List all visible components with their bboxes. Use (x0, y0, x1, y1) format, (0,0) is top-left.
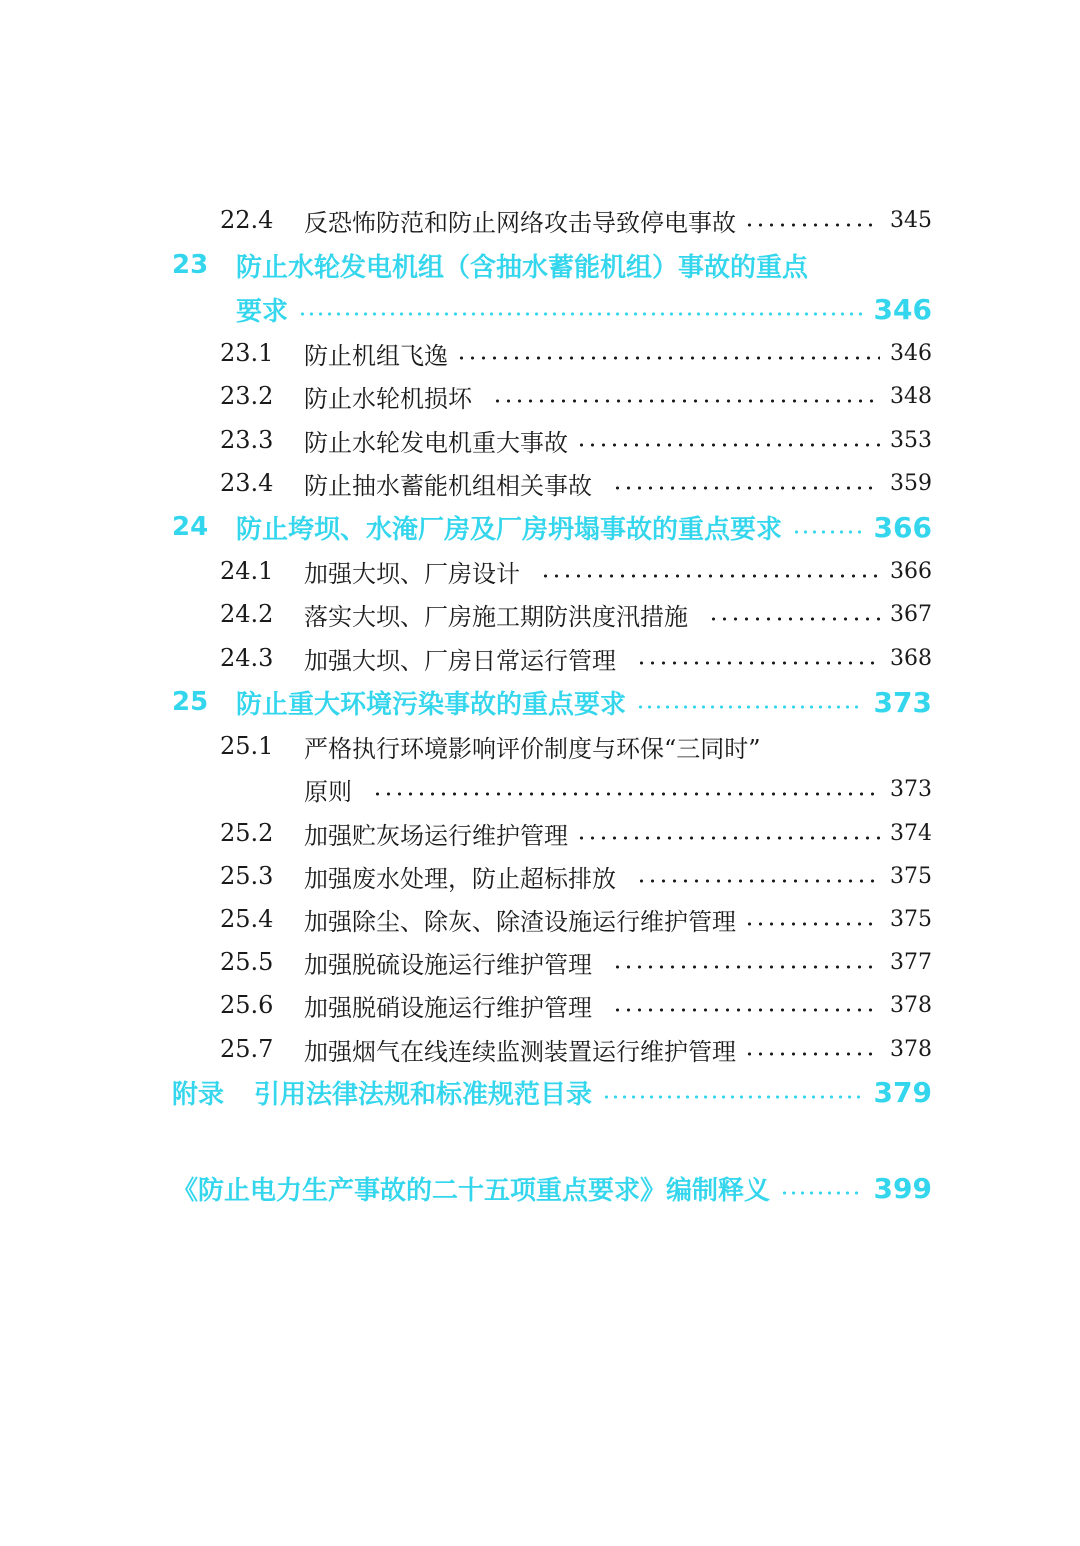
entry-number: 25.2 (220, 819, 274, 847)
entry-page: 345 (890, 207, 932, 233)
interpretation-page: 399 (873, 1171, 932, 1205)
entry-title: 加强脱硫设施运行维护管理 (304, 950, 592, 979)
toc-entry-22-4[interactable] (220, 200, 932, 240)
dot-leader (612, 485, 880, 491)
chapter-number: 25 (172, 687, 209, 717)
entry-title: 加强大坝、厂房日常运行管理 (304, 646, 616, 675)
appendix-page: 379 (873, 1075, 932, 1109)
toc-entry-25-7[interactable] (220, 1029, 932, 1069)
entry-page: 368 (890, 645, 932, 671)
entry-number: 25.3 (220, 862, 274, 890)
dot-leader (780, 1190, 864, 1196)
toc-entry-23-3[interactable] (220, 420, 932, 460)
toc-entry-25-3[interactable] (220, 856, 932, 896)
entry-number: 24.1 (220, 557, 274, 585)
dot-leader (792, 529, 864, 535)
dot-leader (576, 835, 880, 841)
dot-leader (372, 791, 880, 797)
toc-entry-25-2[interactable] (220, 813, 932, 853)
toc-entry-25-4[interactable] (220, 899, 932, 939)
dot-leader (636, 704, 864, 710)
toc-appendix[interactable] (172, 1072, 932, 1112)
entry-title: 加强脱硝设施运行维护管理 (304, 993, 592, 1022)
toc-entry-24-1[interactable] (220, 551, 932, 591)
chapter-page: 366 (873, 510, 932, 544)
chapter-title: 防止水轮发电机组（含抽水蓄能机组）事故的重点 (236, 252, 809, 283)
toc-chapter-24[interactable] (172, 507, 932, 547)
dot-leader (636, 878, 880, 884)
dot-leader (744, 222, 880, 228)
dot-leader (744, 921, 880, 927)
entry-page: 375 (890, 863, 932, 889)
chapter-number: 24 (172, 512, 209, 542)
chapter-page: 346 (873, 292, 932, 326)
entry-number: 25.1 (220, 732, 274, 760)
toc-chapter-23-continued[interactable] (236, 289, 932, 329)
entry-page: 373 (890, 776, 932, 802)
entry-title: 加强烟气在线连续监测装置运行维护管理 (304, 1037, 736, 1066)
entry-title: 加强贮灰场运行维护管理 (304, 821, 568, 850)
entry-page: 377 (890, 949, 932, 975)
toc-entry-25-1-continued[interactable] (304, 769, 932, 809)
entry-title-continued: 原则 (304, 777, 352, 806)
entry-number: 23.1 (220, 339, 274, 367)
chapter-page: 373 (873, 685, 932, 719)
toc-entry-25-5[interactable] (220, 942, 932, 982)
entry-title: 加强大坝、厂房设计 (304, 559, 520, 588)
dot-leader (636, 660, 880, 666)
dot-leader (576, 442, 880, 448)
entry-title: 加强除尘、除灰、除渣设施运行维护管理 (304, 907, 736, 936)
entry-title: 防止水轮发电机重大事故 (304, 428, 568, 457)
entry-number: 25.5 (220, 948, 274, 976)
entry-page: 346 (890, 340, 932, 366)
entry-number: 25.6 (220, 991, 274, 1019)
entry-title: 反恐怖防范和防止网络攻击导致停电事故 (304, 208, 736, 237)
toc-chapter-23[interactable] (172, 245, 932, 285)
toc-entry-23-4[interactable] (220, 463, 932, 503)
toc-entry-24-2[interactable] (220, 594, 932, 634)
entry-number: 23.4 (220, 469, 274, 497)
entry-page: 348 (890, 383, 932, 409)
entry-title: 防止机组飞逸 (304, 341, 448, 370)
entry-page: 374 (890, 820, 932, 846)
entry-page: 378 (890, 1036, 932, 1062)
dot-leader (602, 1094, 864, 1100)
entry-page: 378 (890, 992, 932, 1018)
entry-page: 359 (890, 470, 932, 496)
entry-number: 24.3 (220, 644, 274, 672)
toc-entry-23-2[interactable] (220, 376, 932, 416)
entry-number: 25.7 (220, 1035, 274, 1063)
entry-title: 落实大坝、厂房施工期防洪度汛措施 (304, 602, 688, 631)
dot-leader (612, 1007, 880, 1013)
entry-number: 22.4 (220, 206, 274, 234)
entry-title: 防止抽水蓄能机组相关事故 (304, 471, 592, 500)
chapter-title-continued: 要求 (236, 296, 289, 327)
interpretation-title: 《防止电力生产事故的二十五项重点要求》编制释义 (172, 1175, 771, 1206)
toc-entry-25-6[interactable] (220, 985, 932, 1025)
entry-page: 367 (890, 601, 932, 627)
dot-leader (708, 616, 880, 622)
entry-title: 防止水轮机损坏 (304, 384, 472, 413)
appendix-label: 附录 (172, 1079, 225, 1110)
entry-number: 24.2 (220, 600, 274, 628)
toc-chapter-25[interactable] (172, 682, 932, 722)
dot-leader (612, 964, 880, 970)
dot-leader (298, 311, 864, 317)
toc-interpretation[interactable] (172, 1168, 932, 1208)
entry-title: 加强废水处理，防止超标排放 (304, 864, 616, 893)
entry-number: 23.3 (220, 426, 274, 454)
appendix-title: 引用法律法规和标准规范目录 (254, 1079, 593, 1110)
toc-entry-23-1[interactable] (220, 333, 932, 373)
dot-leader (744, 1051, 880, 1057)
entry-page: 366 (890, 558, 932, 584)
toc-entry-25-1[interactable] (220, 726, 932, 766)
entry-page: 353 (890, 427, 932, 453)
dot-leader (492, 398, 880, 404)
entry-number: 23.2 (220, 382, 274, 410)
chapter-title: 防止垮坝、水淹厂房及厂房坍塌事故的重点要求 (236, 514, 783, 545)
dot-leader (540, 573, 880, 579)
entry-page: 375 (890, 906, 932, 932)
entry-title: 严格执行环境影响评价制度与环保“三同时” (304, 734, 761, 763)
toc-entry-24-3[interactable] (220, 638, 932, 678)
chapter-number: 23 (172, 250, 209, 280)
dot-leader (456, 355, 880, 361)
entry-number: 25.4 (220, 905, 274, 933)
chapter-title: 防止重大环境污染事故的重点要求 (236, 689, 627, 720)
